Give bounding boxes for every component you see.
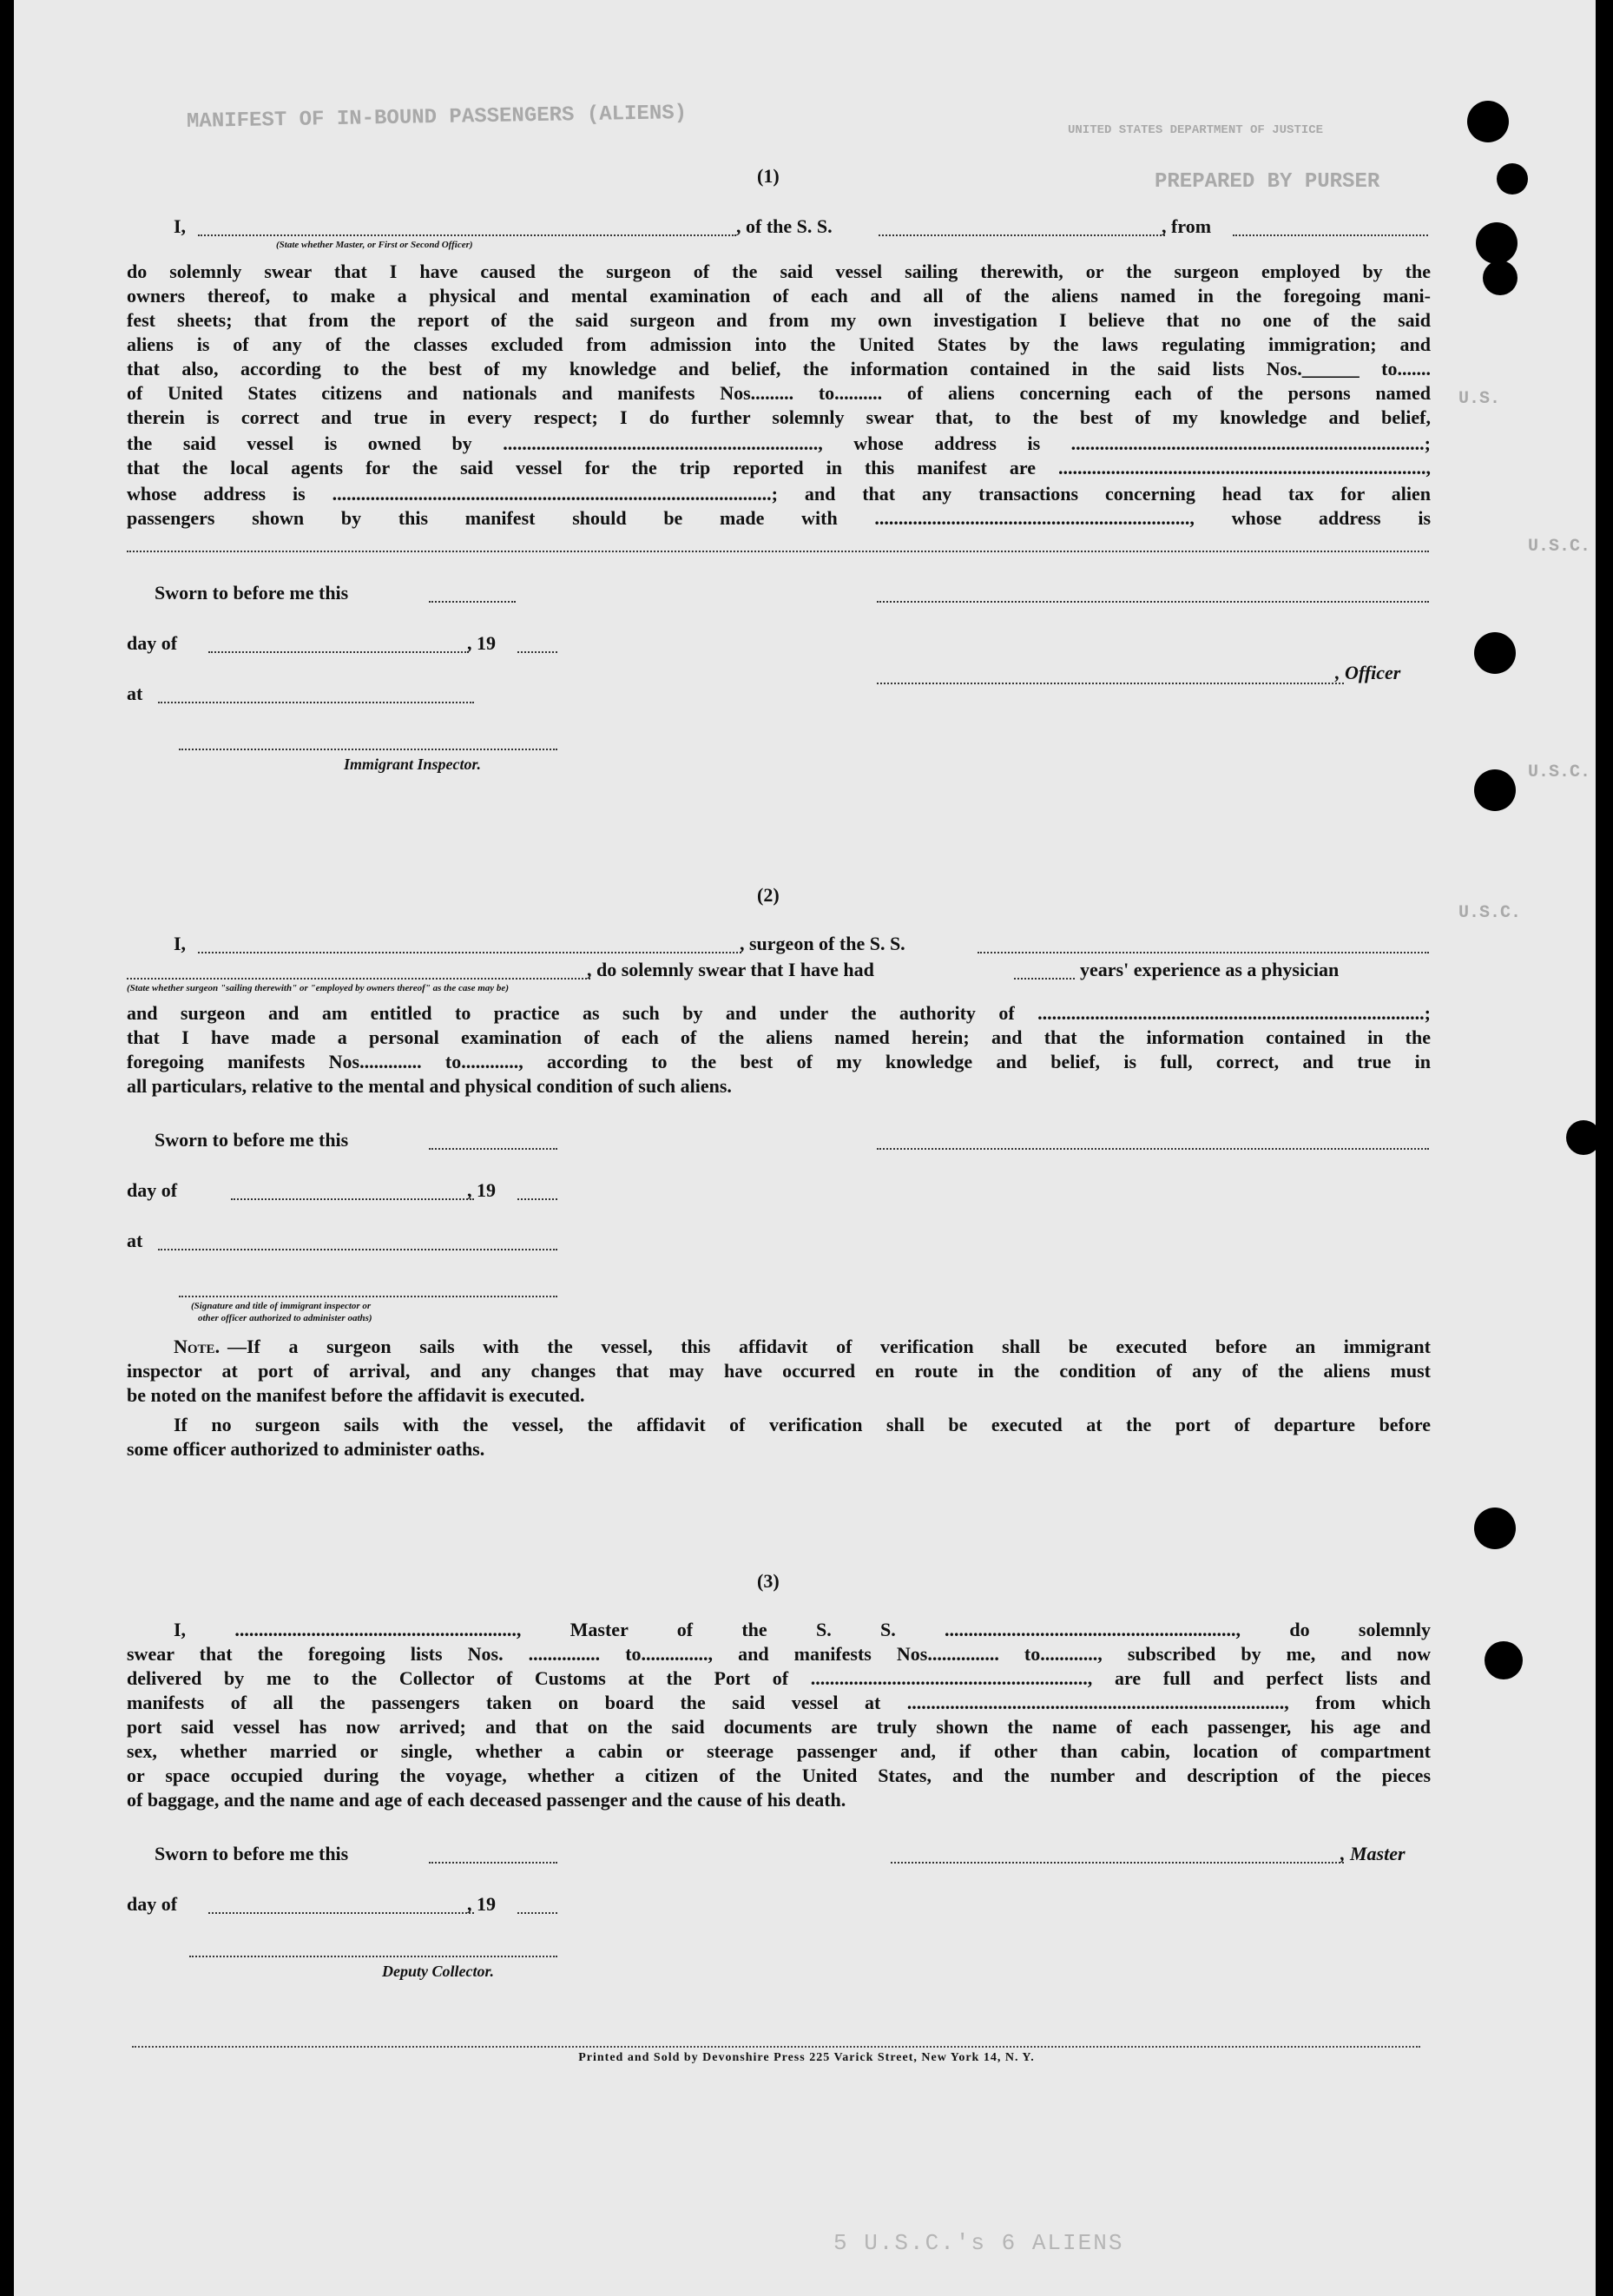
bleed-margin-1: U.S. xyxy=(1458,389,1501,409)
s2-status-note: (State whether surgeon "sailing therewith" or "employed by owners thereof" as the case may be) xyxy=(127,983,509,993)
s2-note-last: be noted on the manifest before the affidavit is executed. xyxy=(127,1384,585,1406)
s1-para-line: that the local agents for the said vessel for the trip reported in this manifest are ............................................................................., xyxy=(127,457,1431,478)
punch-hole xyxy=(1476,222,1518,264)
s1-day-field[interactable] xyxy=(208,651,469,653)
s1-sworn-field[interactable] xyxy=(429,601,516,603)
s3-para-line: port said vessel has now arrived; and that on the said documents are truly shown the name of each passenger, his age and xyxy=(127,1716,1431,1738)
s3-para-line: sex, whether married or single, whether a cabin or steerage passenger and, if other than cabin, location of compartment xyxy=(127,1740,1431,1762)
s2-day-field[interactable] xyxy=(231,1198,474,1200)
punch-hole xyxy=(1483,261,1518,295)
s2-status-field[interactable] xyxy=(127,978,590,980)
s1-para-line: that also, according to the best of my knowledge and belief, the information contained in the said lists Nos.______ to....... xyxy=(127,358,1431,379)
s1-para-line: fest sheets; that from the report of the said surgeon and from my own investigation I believe that no one of the said xyxy=(127,309,1431,331)
s2-sworn-field[interactable] xyxy=(429,1148,557,1150)
s3-para-last: of baggage, and the name and age of each deceased passenger and the cause of his death. xyxy=(127,1789,846,1811)
punch-hole xyxy=(1474,632,1516,674)
bleed-margin-2: U.S.C. xyxy=(1528,537,1591,557)
s1-ship-field[interactable] xyxy=(879,234,1165,236)
s1-officer-sign-field[interactable] xyxy=(877,601,1429,603)
section-1-heading: (1) xyxy=(757,165,780,187)
s1-officer-field[interactable] xyxy=(198,234,736,236)
s1-para-line: passengers shown by this manifest should be made with .................................................................., whose address is xyxy=(127,507,1431,529)
punch-hole xyxy=(1485,1641,1523,1679)
s1-i: I, xyxy=(174,215,187,237)
s1-from-field[interactable] xyxy=(1233,234,1428,236)
s2-note2-last: some officer authorized to administer oaths. xyxy=(127,1438,485,1460)
s3-para-line: delivered by me to the Collector of Customs at the Port of .........................................................., are full and perfect lists and xyxy=(127,1667,1431,1689)
s1-at-field[interactable] xyxy=(158,702,474,703)
s3-collector-label: Deputy Collector. xyxy=(382,1963,494,1980)
punch-hole xyxy=(1566,1120,1601,1155)
s2-sig-line[interactable] xyxy=(179,1296,557,1297)
punch-hole xyxy=(1497,163,1528,195)
s2-surgeon-sign-field[interactable] xyxy=(877,1148,1429,1150)
s1-inspector-line[interactable] xyxy=(179,749,557,750)
s3-day-of: day of xyxy=(127,1893,178,1915)
s3-day-field[interactable] xyxy=(208,1912,474,1914)
punch-hole xyxy=(1474,769,1516,811)
section-2-heading: (2) xyxy=(757,884,780,906)
s1-officer-line[interactable] xyxy=(877,683,1344,684)
s1-para-line: do solemnly swear that I have caused the surgeon of the said vessel sailing therewith, or the surgeon employed by the xyxy=(127,261,1431,282)
s3-year-field[interactable] xyxy=(517,1912,557,1914)
punch-hole xyxy=(1474,1508,1516,1549)
footer-rule xyxy=(132,2046,1420,2048)
s3-sworn: Sworn to before me this xyxy=(155,1843,349,1864)
s2-sig-note-1: (Signature and title of immigrant inspector or xyxy=(191,1301,372,1311)
s1-day-of: day of xyxy=(127,632,178,654)
s1-inspector-label: Immigrant Inspector. xyxy=(344,755,482,773)
s1-para-line: whose address is ............................................................................................; and that any transactions concerning head tax for alien xyxy=(127,483,1431,505)
s2-swear: , do solemnly swear that I have had xyxy=(587,959,874,980)
s1-year: , 19 xyxy=(467,632,496,654)
s2-name-field[interactable] xyxy=(198,952,741,953)
s2-para-line: foregoing manifests Nos............. to............, according to the best of my knowledge and belief, is full, correct, and true in xyxy=(127,1051,1431,1072)
s1-officer-label: , Officer xyxy=(1335,662,1401,683)
bleed-margin-3: U.S.C. xyxy=(1528,762,1591,782)
s1-of-ss: , of the S. S. xyxy=(736,215,833,237)
s2-day-of: day of xyxy=(127,1179,178,1201)
s1-from: , from xyxy=(1162,215,1212,237)
s1-para-line: the said vessel is owned by .................................................................., whose address is ..........................................................................; xyxy=(127,432,1431,454)
s2-note-line: —If a surgeon sails with the vessel, this affidavit of verification shall be executed before an immigrant xyxy=(227,1336,1431,1357)
s3-para-line: swear that the foregoing lists Nos. ............... to.............., and manifests Nos............... to............, subscribed by me, and now xyxy=(127,1643,1431,1665)
s3-collector-line[interactable] xyxy=(189,1956,557,1957)
s2-note-line: inspector at port of arrival, and any changes that may have occurred en route in the condition of any of the aliens must xyxy=(127,1360,1431,1382)
bleed-bottom: 5 U.S.C.'s 6 ALIENS xyxy=(833,2230,1124,2256)
s2-year-field[interactable] xyxy=(517,1198,557,1200)
s3-sworn-field[interactable] xyxy=(429,1862,557,1864)
s2-sworn: Sworn to before me this xyxy=(155,1129,349,1151)
bleed-margin-4: U.S.C. xyxy=(1458,903,1522,923)
s3-para-line: I, ..........................................................., Master of the S. S. ............................................................., do solemnly xyxy=(174,1619,1431,1640)
s2-note-label: Note. xyxy=(174,1336,221,1357)
s2-para-line: and surgeon and am entitled to practice as such by and under the authority of .................................................................................; xyxy=(127,1002,1431,1024)
s2-note2-line: If no surgeon sails with the vessel, the affidavit of verification shall be executed at the port of departure before xyxy=(174,1414,1431,1435)
s2-at: at xyxy=(127,1230,143,1251)
bleed-header-1: MANIFEST OF IN-BOUND PASSENGERS (ALIENS) xyxy=(186,101,688,135)
s3-master-line[interactable] xyxy=(891,1862,1344,1864)
s2-para-last: all particulars, relative to the mental and physical condition of such aliens. xyxy=(127,1075,732,1097)
s2-surgeon: , surgeon of the S. S. xyxy=(740,933,905,954)
s1-year-field[interactable] xyxy=(517,651,557,653)
s1-para-line: of United States citizens and nationals and manifests Nos......... to.......... of aliens concerning each of the persons named xyxy=(127,382,1431,404)
s3-year: , 19 xyxy=(467,1893,496,1915)
printer-imprint: Printed and Sold by Devonshire Press 225 Varick Street, New York 14, N. Y. xyxy=(578,2051,1035,2064)
s2-sig-note-2: other officer authorized to administer oaths) xyxy=(198,1313,372,1323)
s1-officer-note: (State whether Master, or First or Second Officer) xyxy=(276,240,473,250)
s2-i: I, xyxy=(174,933,187,954)
bleed-header-3: UNITED STATES DEPARTMENT OF JUSTICE xyxy=(1068,123,1324,137)
s2-ship-field[interactable] xyxy=(978,952,1429,953)
s2-para-line: that I have made a personal examination of each of the aliens named herein; and that the information contained in the xyxy=(127,1026,1431,1048)
s1-sworn: Sworn to before me this xyxy=(155,582,349,604)
s1-address-field[interactable] xyxy=(127,551,1429,552)
section-3-heading: (3) xyxy=(757,1570,780,1592)
bleed-header-2: PREPARED BY PURSER xyxy=(1155,170,1380,194)
s2-years-field[interactable] xyxy=(1014,978,1075,980)
s2-at-field[interactable] xyxy=(158,1249,557,1250)
s1-para-line: owners thereof, to make a physical and mental examination of each and all of the aliens named in the foregoing mani- xyxy=(127,285,1431,307)
s1-para-line: aliens is of any of the classes excluded from admission into the United States by the laws regulating immigration; and xyxy=(127,333,1431,355)
s3-master-label: , Master xyxy=(1340,1843,1406,1864)
s3-para-line: manifests of all the passengers taken on board the said vessel at ..............................................................................., from which xyxy=(127,1692,1431,1713)
punch-hole xyxy=(1467,101,1509,142)
s2-years: years' experience as a physician xyxy=(1080,959,1340,980)
s1-para-line: therein is correct and true in every respect; I do further solemnly swear that, to the best of my knowledge and belief, xyxy=(127,406,1431,428)
s2-year: , 19 xyxy=(467,1179,496,1201)
s1-at: at xyxy=(127,683,143,704)
s3-para-line: or space occupied during the voyage, whether a citizen of the United States, and the number and description of the pieces xyxy=(127,1765,1431,1786)
